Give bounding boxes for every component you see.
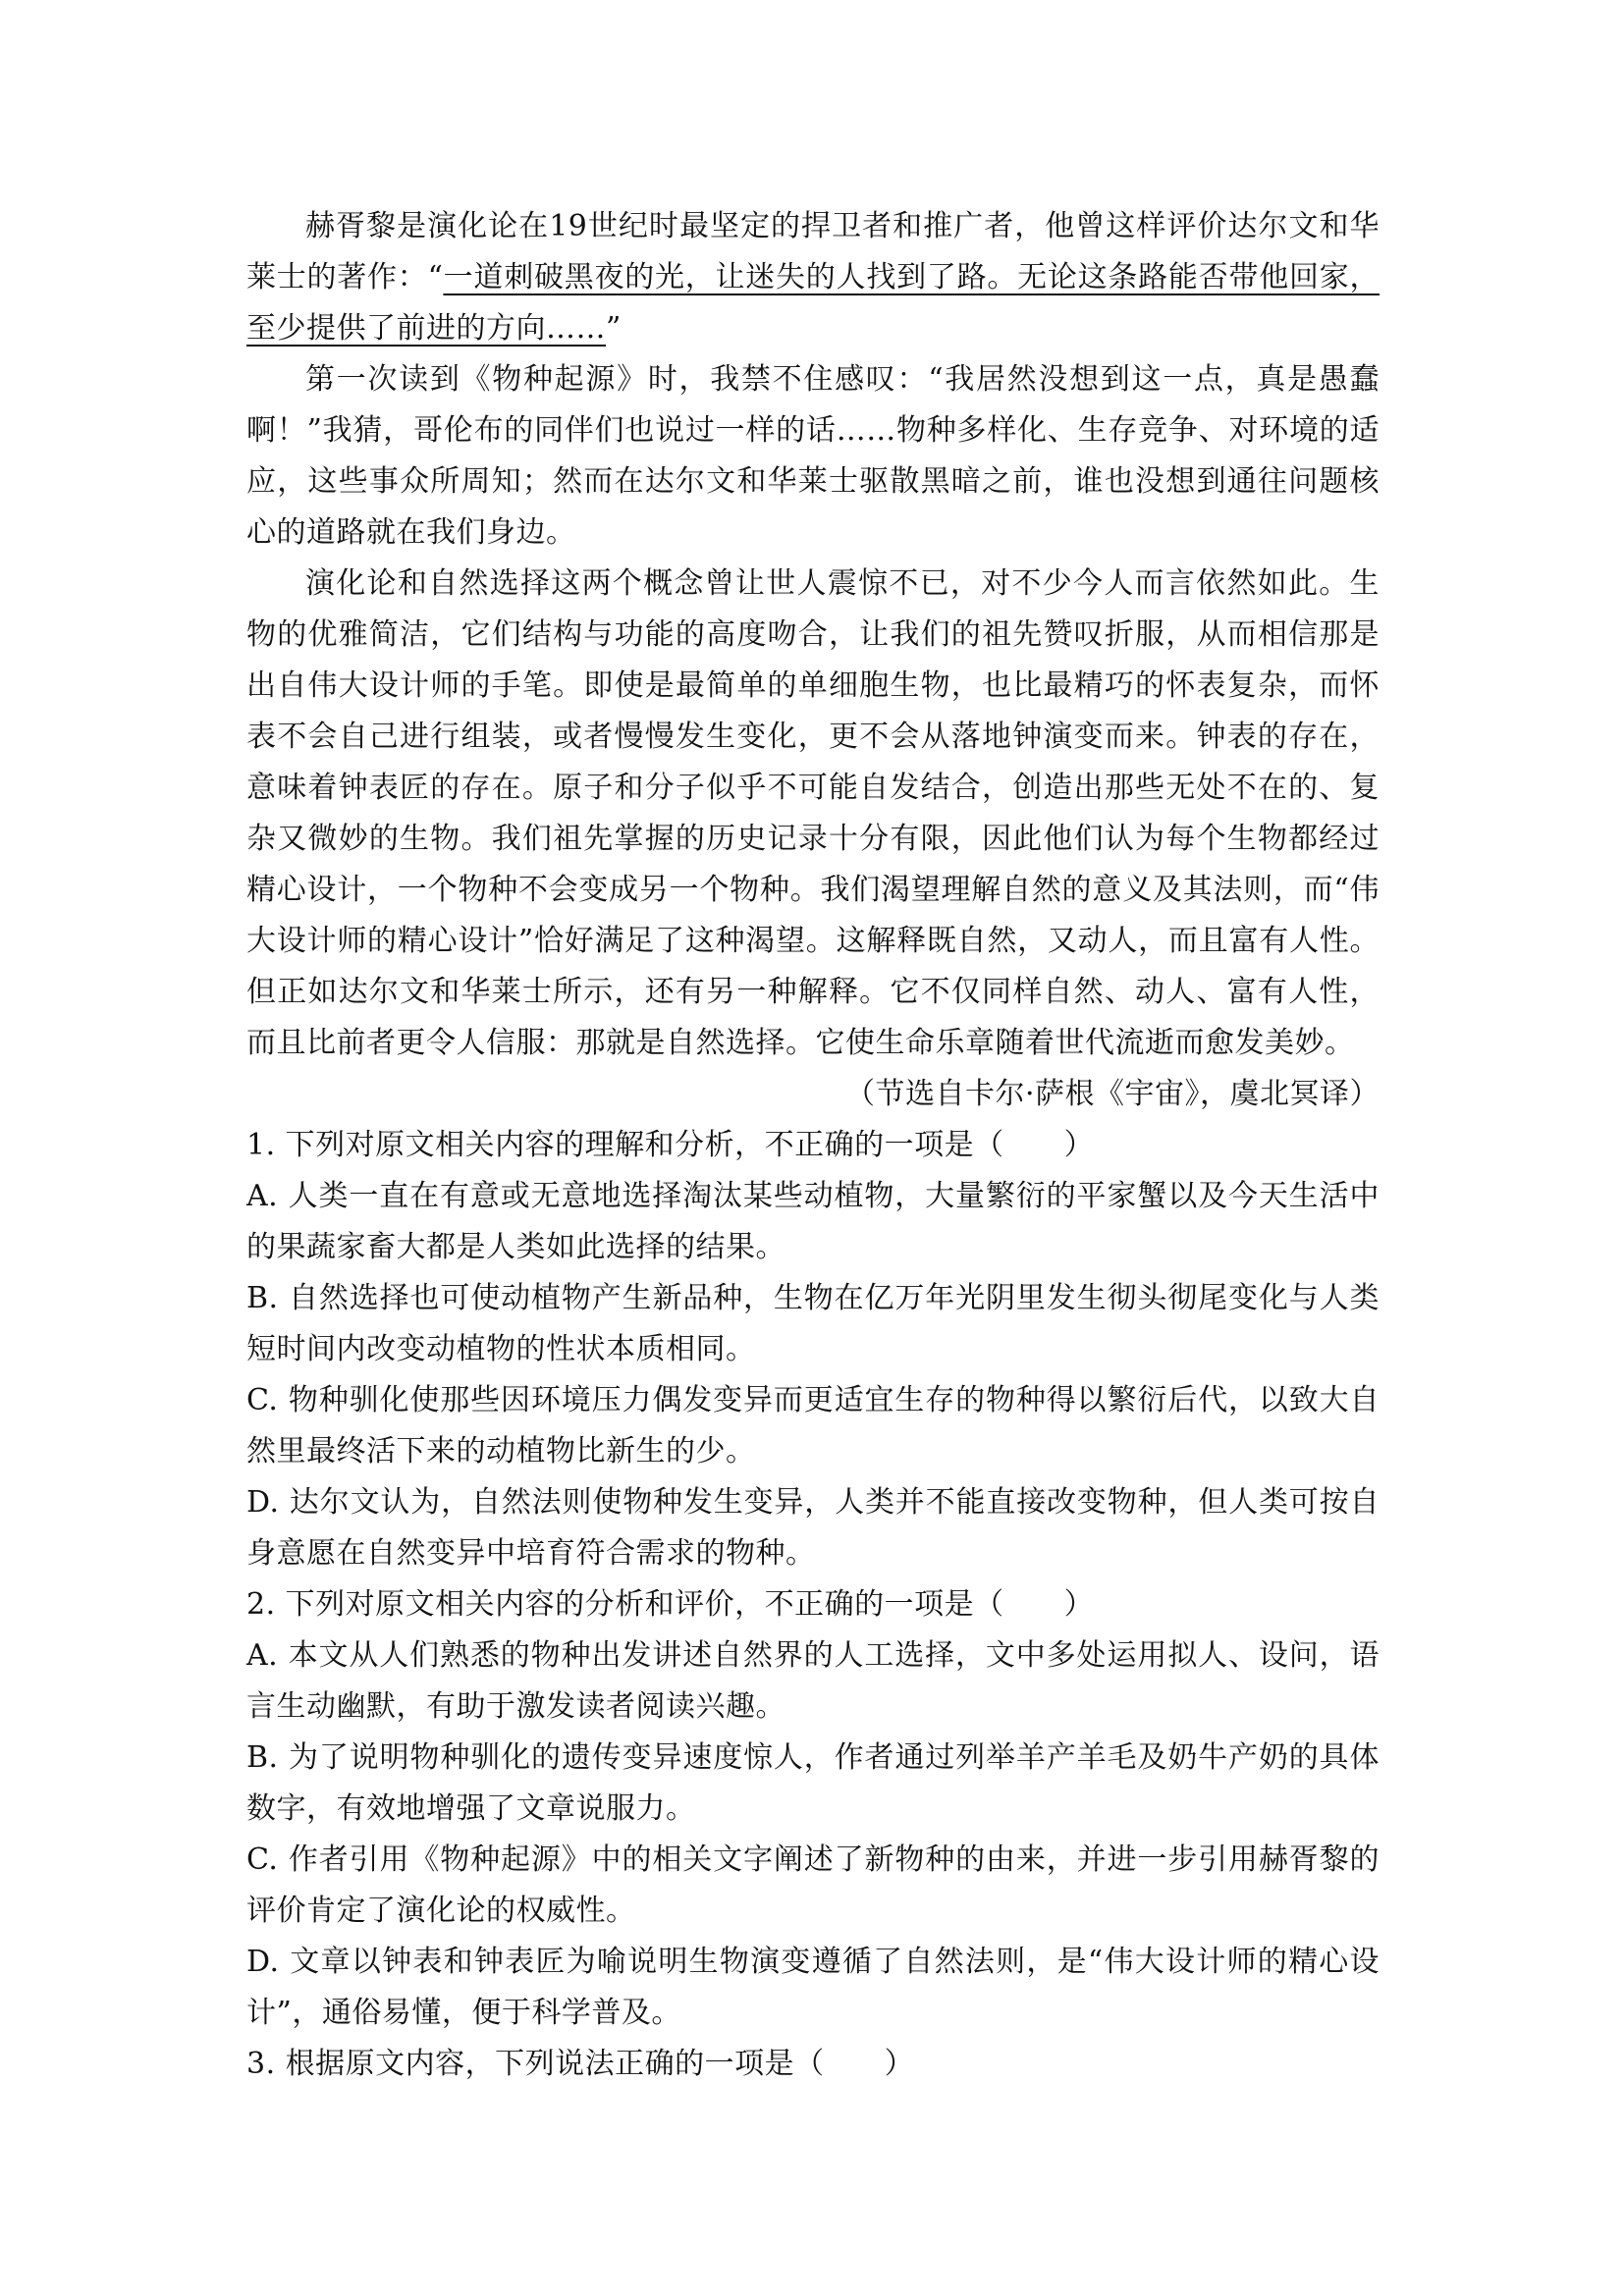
- question-1-option-a[interactable]: A. 人类一直在有意或无意地选择淘汰某些动植物，大量繁衍的平家蟹以及今天生活中的果蔬家畜大都是人类如此选择的结果。: [246, 1179, 1380, 1264]
- passage-paragraph-3: 演化论和自然选择这两个概念曾让世人震惊不已，对不少今人而言依然如此。生物的优雅简洁，它们结构与功能的高度吻合，让我们的祖先赞叹折服，从而相信那是出自伟大设计师的手笔。即使是最简单的单细胞生物，也比最精巧的怀表复杂，而怀表不会自己进行组装，或者慢慢发生变化，更不会从落地钟演变而来。钟表的存在，意味着钟表匠的存在。原子和分子似乎不可能自发结合，创造出那些无处不在的、复杂又微妙的生物。我们祖先掌握的历史记录十分有限，因此他们认为每个生物都经过精心设计，一个物种不会变成另一个物种。我们渴望理解自然的意义及其法则，而“伟大设计师的精心设计”恰好满足了这种渴望。这解释既自然，又动人，而且富有人性。但正如达尔文和华莱士所示，还有另一种解释。它不仅同样自然、动人、富有人性，而且比前者更令人信服：那就是自然选择。它使生命乐章随着世代流逝而愈发美妙。: [246, 566, 1380, 1060]
- question-2-option-d[interactable]: D. 文章以钟表和钟表匠为喻说明生物演变遵循了自然法则，是“伟大设计师的精心设计”，通俗易懂，便于科学普及。: [246, 1945, 1380, 2030]
- question-1-option-d[interactable]: D. 达尔文认为，自然法则使物种发生变异，人类并不能直接改变物种，但人类可按自身意愿在自然变异中培育符合需求的物种。: [246, 1485, 1380, 1571]
- question-2-option-c[interactable]: C. 作者引用《物种起源》中的相关文字阐述了新物种的由来，并进一步引用赫胥黎的评价肯定了演化论的权威性。: [246, 1842, 1380, 1928]
- question-3-stem: 3. 根据原文内容，下列说法正确的一项是（ ）: [246, 2047, 915, 2081]
- question-1-option-c[interactable]: C. 物种驯化使那些因环境压力偶发变异而更适宜生存的物种得以繁衍后代，以致大自然里最终活下来的动植物比新生的少。: [246, 1383, 1380, 1468]
- document-page: [246, 201, 1380, 2090]
- question-1-stem: 1. 下列对原文相关内容的理解和分析，不正确的一项是（ ）: [246, 1128, 1095, 1162]
- question-2-option-a[interactable]: A. 本文从人们熟悉的物种出发讲述自然界的人工选择，文中多处运用拟人、设问，语言生动幽默，有助于激发读者阅读兴趣。: [246, 1638, 1380, 1724]
- passage-source: （节选自卡尔·萨根《宇宙》，虞北冥译）: [844, 1077, 1380, 1111]
- paragraph-1-intro: 赫胥黎是演化论在19世纪时最坚定的捍卫者和推广者，他曾这样评价达尔文和华莱士的著作：“: [246, 209, 1380, 294]
- question-1-option-b[interactable]: B. 自然选择也可使动植物产生新品种，生物在亿万年光阴里发生彻头彻尾变化与人类短时间内改变动植物的性状本质相同。: [246, 1281, 1380, 1366]
- passage-paragraph-1: [246, 201, 1380, 354]
- passage-paragraph-2: 第一次读到《物种起源》时，我禁不住感叹：“我居然没想到这一点，真是愚蠢啊！”我猜，哥伦布的同伴们也说过一样的话……物种多样化、生存竞争、对环境的适应，这些事众所周知；然而在达尔文和华莱士驱散黑暗之前，谁也没想到通往问题核心的道路就在我们身边。: [246, 362, 1380, 550]
- question-2-option-b[interactable]: B. 为了说明物种驯化的遗传变异速度惊人，作者通过列举羊产羊毛及奶牛产奶的具体数字，有效地增强了文章说服力。: [246, 1740, 1380, 1826]
- question-2-stem: 2. 下列对原文相关内容的分析和评价，不正确的一项是（ ）: [246, 1587, 1095, 1622]
- underlined-quote: 一道刺破黑夜的光，让迷失的人找到了路。无论这条路能否带他回家，至少提供了前进的方向……: [246, 260, 1380, 346]
- paragraph-1-close: ”: [606, 311, 622, 346]
